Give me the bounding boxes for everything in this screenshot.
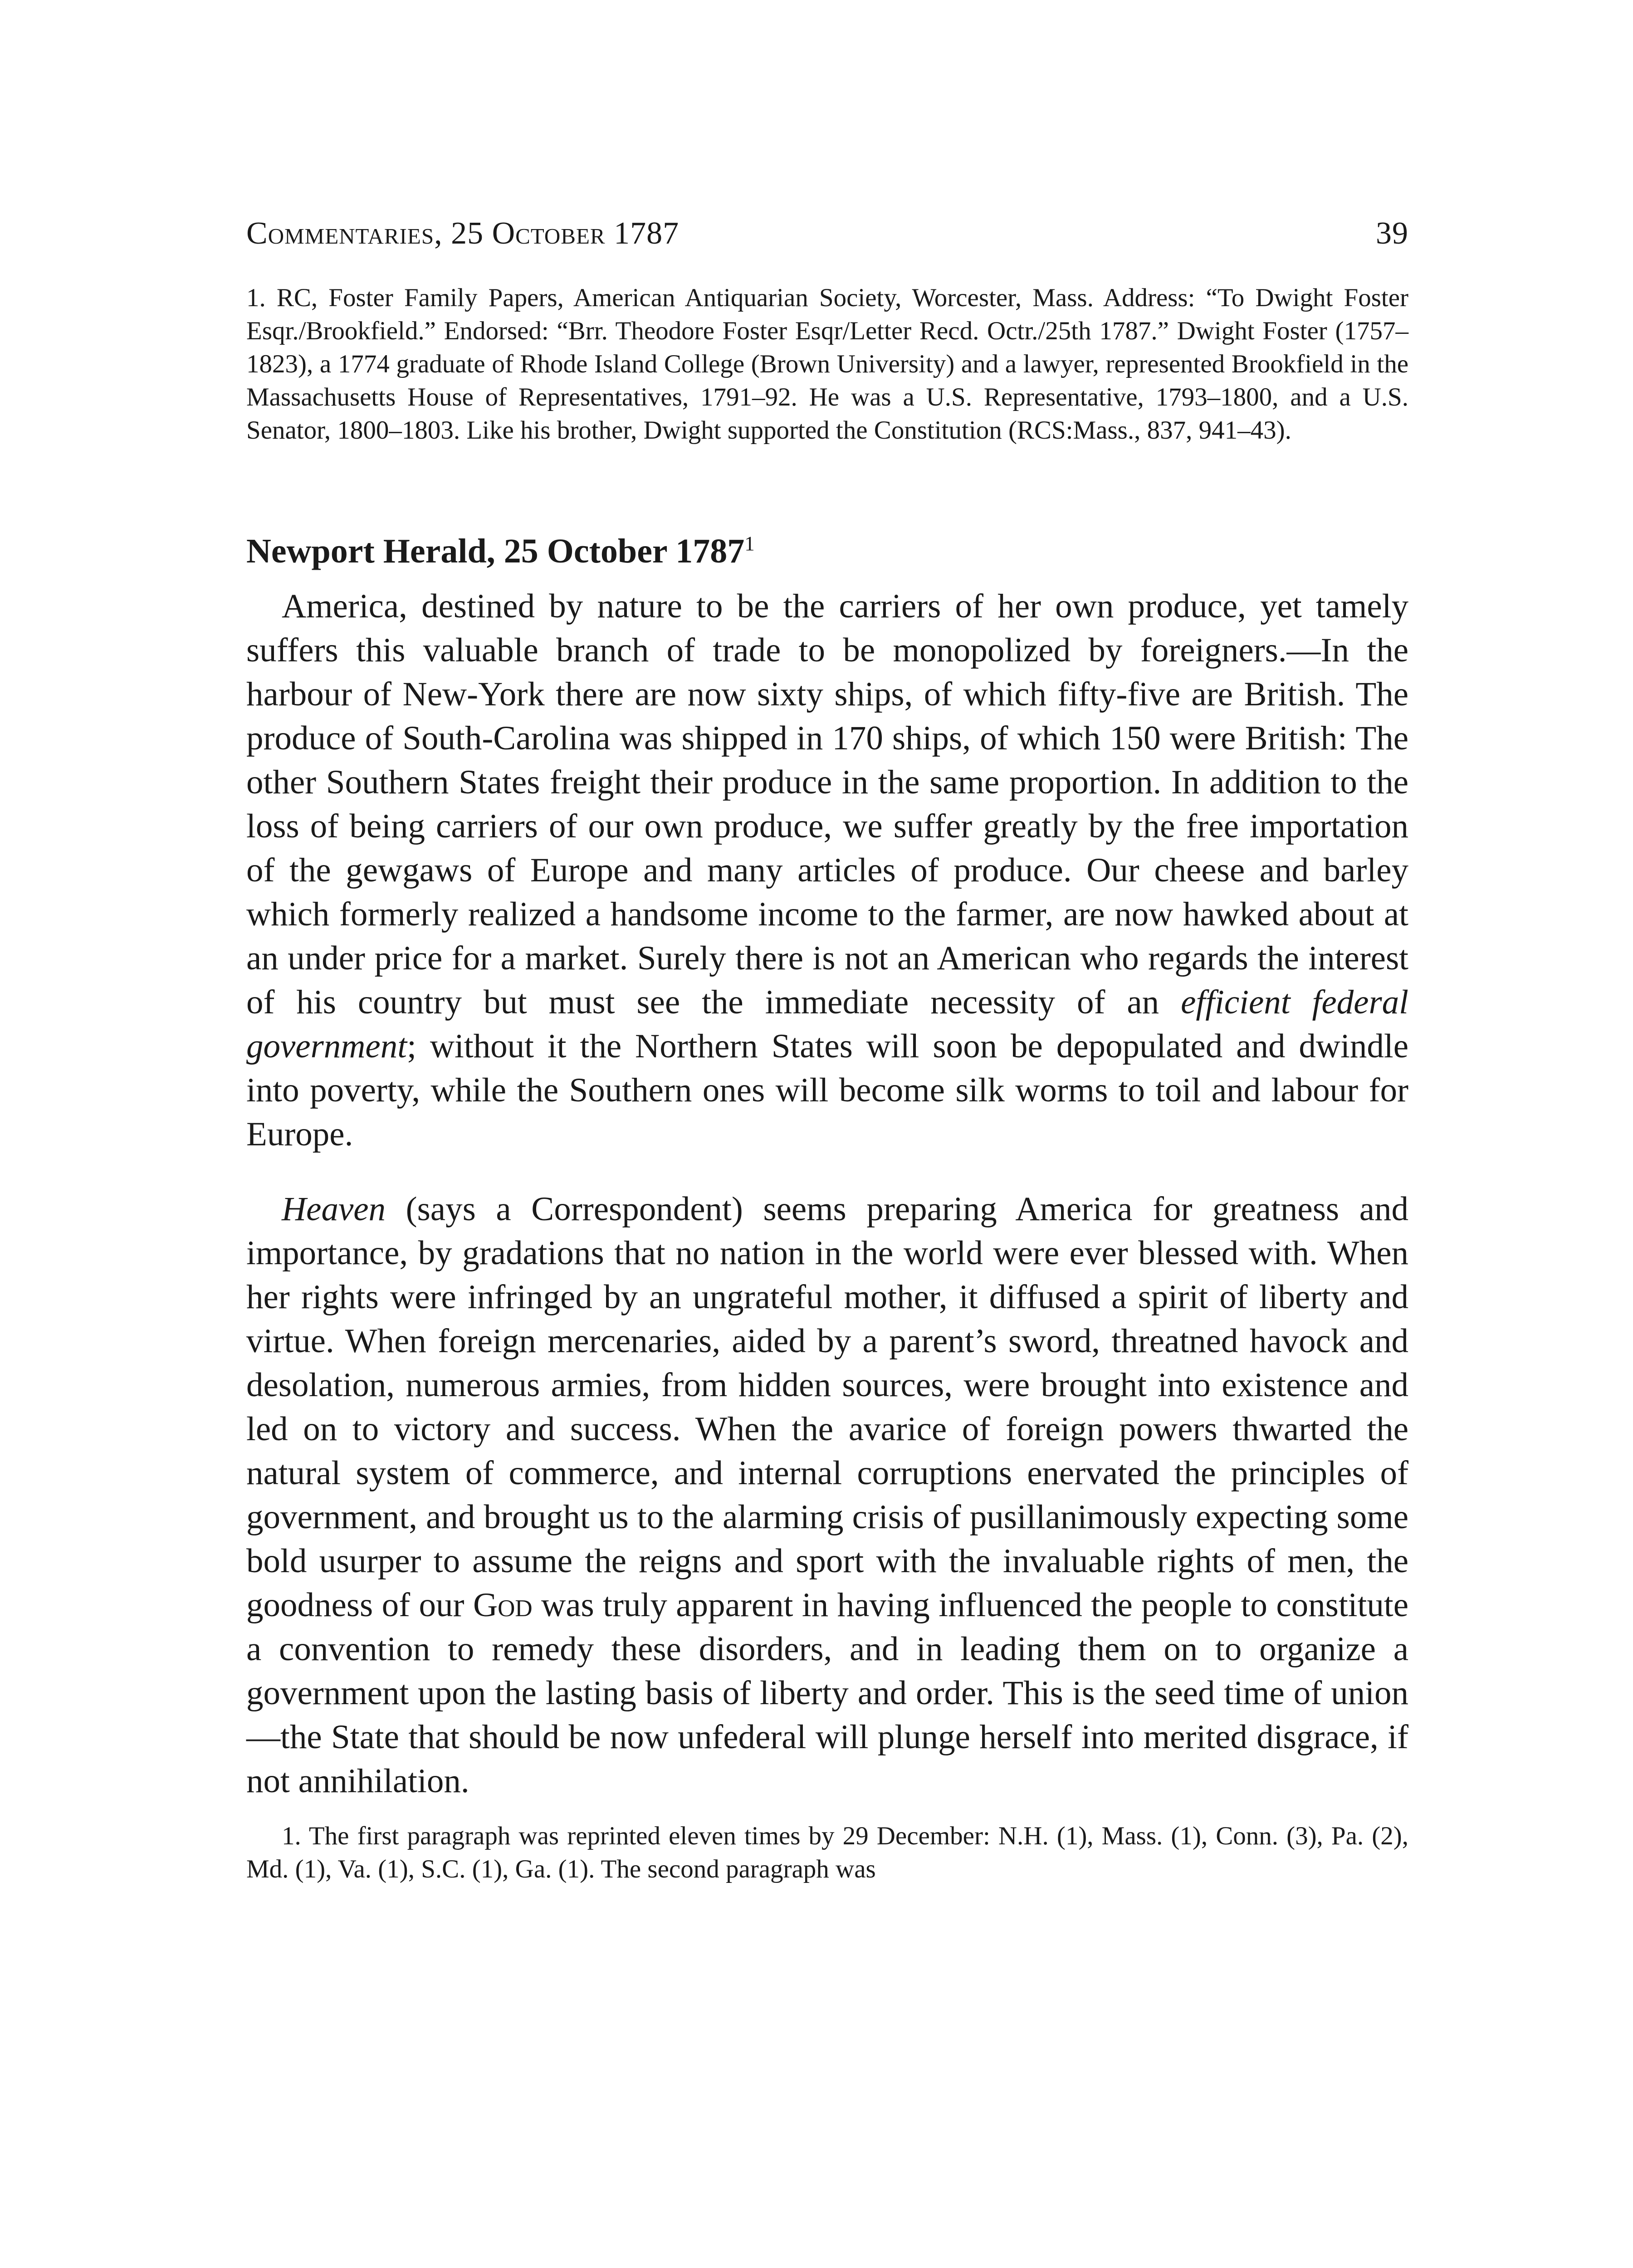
paragraph-2-god-word: God bbox=[473, 1586, 533, 1624]
top-footnote-text: 1. RC, Foster Family Papers, American Antiquarian Society, Worcester, Mass. Address: “To Dwight Foster Esqr./Brookfield.” Endorsed: “Brr. Theodore Foster Esqr/Letter Recd. Octr./25th 1787.” Dwight Foster (1757–1823), a 1774 graduate of Rhode Island College (Brown University) and a lawyer, represented Brookfield in the Massachusetts House of Representatives, 1791–92. He was a U.S. Representative, 1793–1800, and a U.S. Senator, 1800–1803. Like his brother, Dwight supported the Constitution (RCS:Mass., 837, 941–43). bbox=[246, 284, 1408, 445]
article-heading-text: Newport Herald, 25 October 1787 bbox=[246, 532, 745, 570]
article-paragraph-1 bbox=[246, 584, 1408, 1156]
heading-footnote-ref: 1 bbox=[744, 532, 755, 555]
paragraph-2-text-b: was truly apparent in having influenced the people to constitute a convention to remedy these disorders, and in leading them on to organize a government upon the lasting basis of liberty and order. This is the seed time of union—the State that should be now unfederal will plunge herself into merited disgrace, if not annihilation. bbox=[246, 1586, 1408, 1800]
article-body bbox=[246, 584, 1408, 1803]
page-number: 39 bbox=[1376, 216, 1408, 251]
paragraph-1-emphasis: efficient federal government bbox=[246, 983, 1408, 1065]
bottom-footnote-text: 1. The first paragraph was reprinted eleven times by 29 December: N.H. (1), Mass. (1), Conn. (3), Pa. (2), Md. (1), Va. (1), S.C. (1), Ga. (1). The second paragraph was bbox=[246, 1822, 1408, 1883]
paragraph-1-text-b: ; without it the Northern States will soon be depopulated and dwindle into poverty, while the Southern ones will become silk worms to toil and labour for Europe. bbox=[246, 1027, 1408, 1153]
book-page bbox=[246, 213, 1408, 1886]
paragraph-2-text-a: (says a Correspondent) seems preparing America for greatness and importance, by gradations that no nation in the world were ever blessed with. When her rights were infringed by an ungrateful mother, it diffused a spirit of liberty and virtue. When foreign mercenaries, aided by a parent’s sword, threatned havock and desolation, numerous armies, from hidden sources, were brought into existence and led on to victory and success. When the avarice of foreign powers thwarted the natural system of commerce, and internal corruptions enervated the principles of government, and brought us to the alarming crisis of pusillanimously expecting some bold usurper to assume the reigns and sport with the invaluable rights of men, the goodness of our bbox=[246, 1190, 1408, 1624]
running-head bbox=[246, 213, 1408, 254]
article-heading bbox=[246, 531, 1408, 572]
bottom-footnote bbox=[246, 1819, 1408, 1886]
paragraph-2-lead-italic: Heaven bbox=[282, 1190, 386, 1228]
article-paragraph-2 bbox=[246, 1187, 1408, 1803]
running-head-title: Commentaries, 25 October 1787 bbox=[246, 216, 680, 251]
paragraph-1-text-a: America, destined by nature to be the carriers of her own produce, yet tamely suffers this valuable branch of trade to be monopolized by foreigners.—In the harbour of New-York there are now sixty ships, of which fifty-five are British. The produce of South-Carolina was shipped in 170 ships, of which 150 were British: The other Southern States freight their produce in the same proportion. In addition to the loss of being carriers of our own produce, we suffer greatly by the free importation of the gewgaws of Europe and many articles of produce. Our cheese and barley which formerly realized a handsome income to the farmer, are now hawked about at an under price for a market. Surely there is not an American who regards the interest of his country but must see the immediate necessity of an bbox=[246, 587, 1408, 1021]
top-footnote bbox=[246, 281, 1408, 447]
